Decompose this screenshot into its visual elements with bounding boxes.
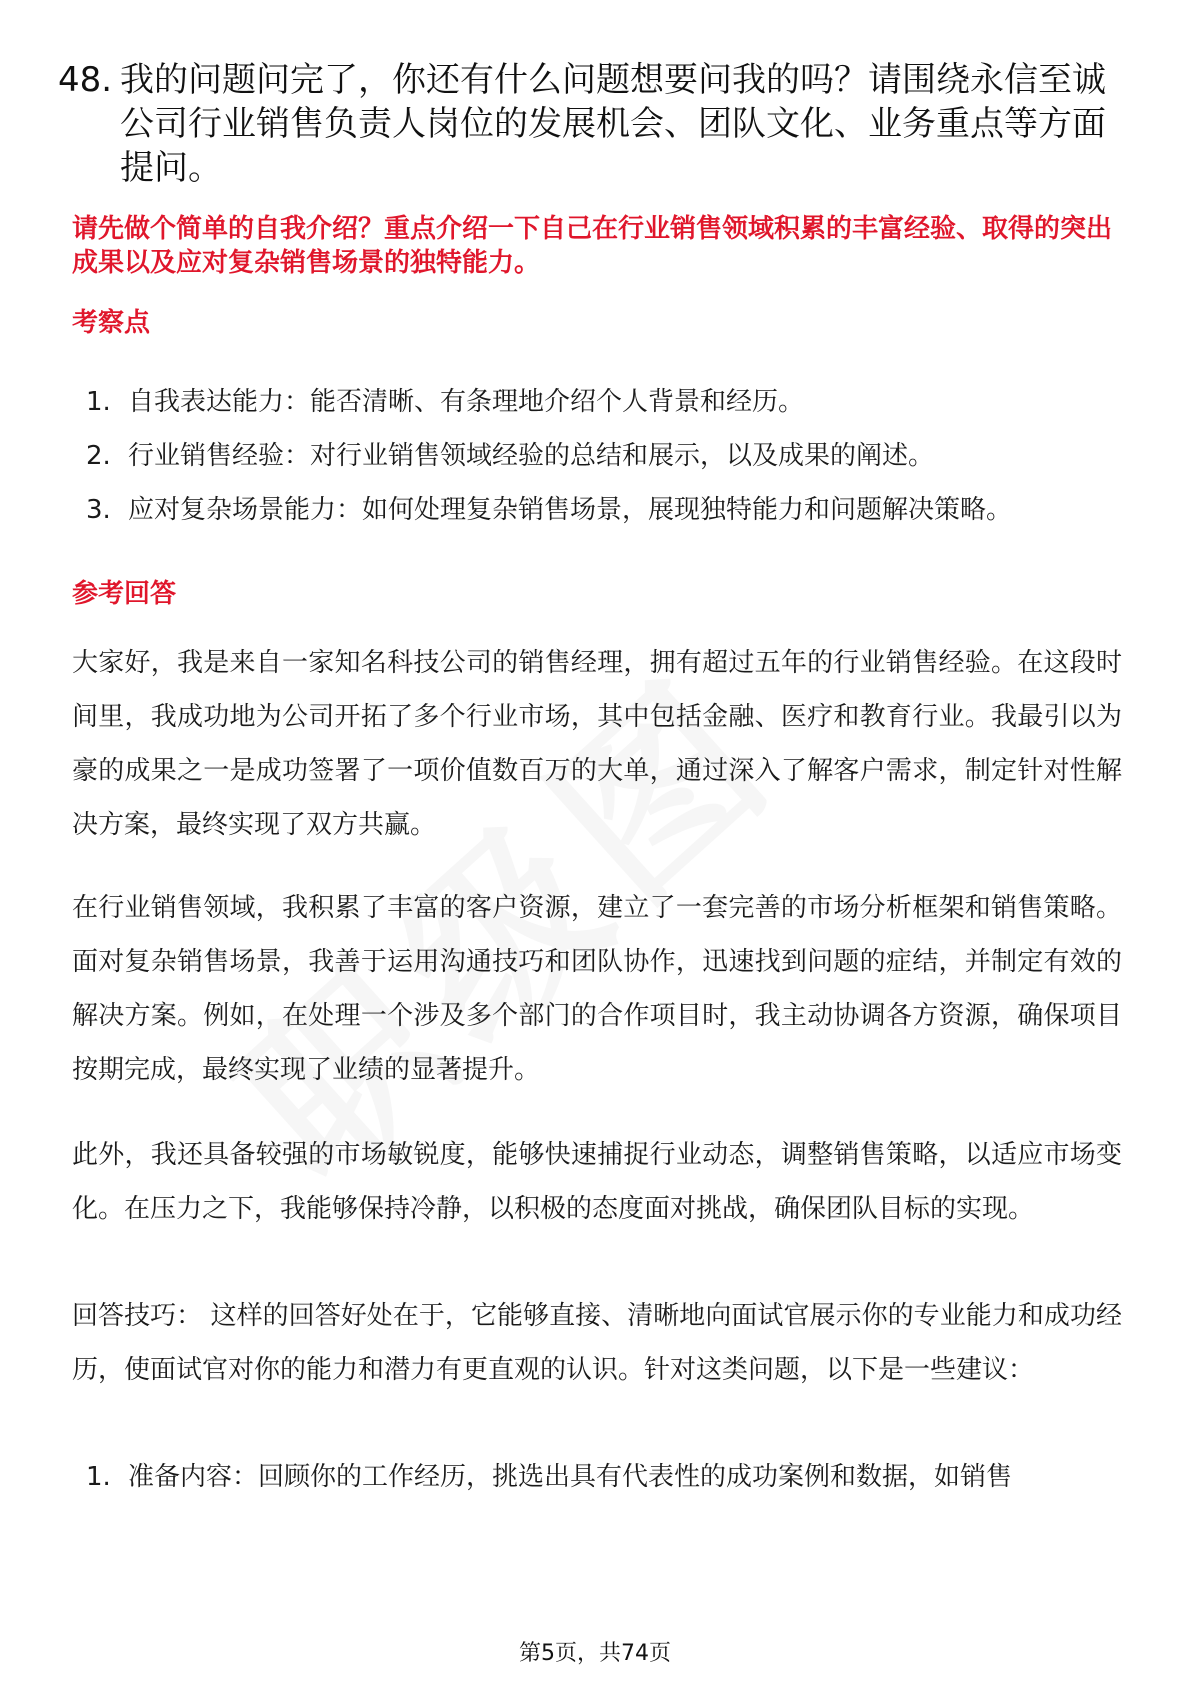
list-text: 准备内容：回顾你的工作经历，挑选出具有代表性的成功案例和数据，如销售 xyxy=(128,1462,1013,1492)
page-footer: 第5页，共74页 xyxy=(519,1641,671,1666)
list-number: 2. xyxy=(86,441,111,471)
tips-paragraph: 回答技巧： 这样的回答好处在于，它能够直接、清晰地向面试官展示你的专业能力和成功经历，使面试官对你的能力和潜力有更直观的认识。针对这类问题，以下是一些建议： xyxy=(72,1301,1122,1385)
question-number: 48. xyxy=(58,60,113,100)
list-item xyxy=(86,385,1136,439)
question xyxy=(58,58,1128,190)
answer-paragraph: 大家好，我是来自一家知名科技公司的销售经理，拥有超过五年的行业销售经验。在这段时间里，我成功地为公司开拓了多个行业市场，其中包括金融、医疗和教育行业。我最引以为豪的成果之一是成功签署了一项价值数百万的大单，通过深入了解客户需求，制定针对性解决方案，最终实现了双方共赢。 xyxy=(72,648,1122,840)
question-text: 我的问题问完了，你还有什么问题想要问我的吗？请围绕永信至诚公司行业销售负责人岗位的发展机会、团队文化、业务重点等方面提问。 xyxy=(120,60,1106,188)
list-text: 应对复杂场景能力：如何处理复杂销售场景，展现独特能力和问题解决策略。 xyxy=(128,495,1013,525)
list-text: 行业销售经验：对行业销售领域经验的总结和展示，以及成果的阐述。 xyxy=(128,441,935,471)
list-item xyxy=(86,1460,1136,1514)
section-heading-answer: 参考回答 xyxy=(72,579,177,609)
interview-prompt: 请先做个简单的自我介绍？重点介绍一下自己在行业销售领域积累的丰富经验、取得的突出成果以及应对复杂销售场景的独特能力。 xyxy=(72,214,1113,278)
answer-paragraph: 在行业销售领域，我积累了丰富的客户资源，建立了一套完善的市场分析框架和销售策略。面对复杂销售场景，我善于运用沟通技巧和团队协作，迅速找到问题的症结，并制定有效的解决方案。例如，在处理一个涉及多个部门的合作项目时，我主动协调各方资源，确保项目按期完成，最终实现了业绩的显著提升。 xyxy=(72,893,1122,1085)
tips-list xyxy=(86,1460,1136,1514)
points-list xyxy=(86,385,1136,547)
list-item xyxy=(86,493,1136,547)
list-number: 1. xyxy=(86,1462,111,1492)
answer-paragraph: 此外，我还具备较强的市场敏锐度，能够快速捕捉行业动态，调整销售策略，以适应市场变化。在压力之下，我能够保持冷静，以积极的态度面对挑战，确保团队目标的实现。 xyxy=(72,1140,1122,1224)
list-item xyxy=(86,439,1136,493)
list-number: 1. xyxy=(86,387,111,417)
section-heading-points: 考察点 xyxy=(72,308,151,338)
list-number: 3. xyxy=(86,495,111,525)
list-text: 自我表达能力：能否清晰、有条理地介绍个人背景和经历。 xyxy=(128,387,805,417)
